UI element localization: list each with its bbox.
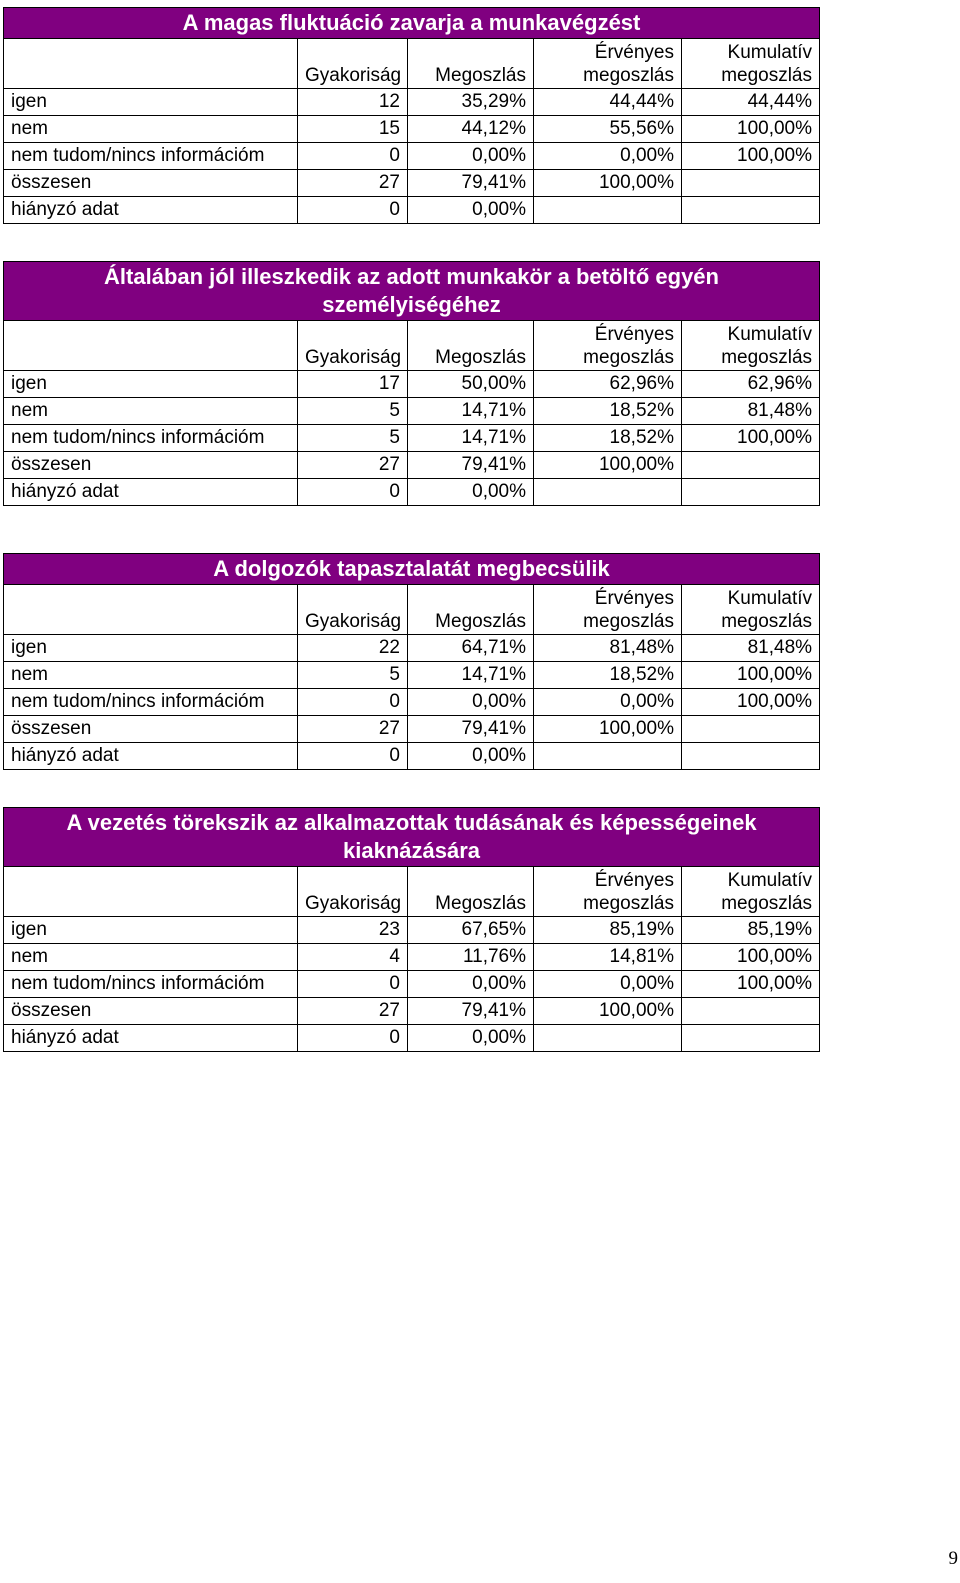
header-cumulative-distribution	[682, 585, 820, 635]
table-row	[4, 371, 820, 398]
row-label: igen	[4, 89, 298, 116]
cell-frequency: 5	[298, 662, 408, 689]
cell-cumulative-distribution: 100,00%	[682, 425, 820, 452]
row-label: nem	[4, 116, 298, 143]
cell-frequency: 17	[298, 371, 408, 398]
header-valid-distribution	[534, 321, 682, 371]
header-cumulative-line1: Kumulatív	[727, 42, 813, 63]
table-header-row	[4, 867, 820, 917]
row-label: nem	[4, 398, 298, 425]
table-header-row	[4, 39, 820, 89]
cell-frequency: 5	[298, 398, 408, 425]
cell-distribution: 44,12%	[408, 116, 534, 143]
table-row	[4, 452, 820, 479]
cell-frequency: 15	[298, 116, 408, 143]
cell-cumulative-distribution	[682, 452, 820, 479]
row-label: nem tudom/nincs információm	[4, 971, 298, 998]
header-frequency	[298, 321, 408, 371]
cell-frequency: 27	[298, 170, 408, 197]
header-valid-line2: megoszlás	[583, 893, 674, 914]
table-row	[4, 998, 820, 1025]
cell-valid-distribution: 100,00%	[534, 998, 682, 1025]
cell-valid-distribution: 18,52%	[534, 398, 682, 425]
table-row	[4, 425, 820, 452]
header-frequency-label: Gyakoriság	[305, 347, 402, 368]
cell-distribution: 67,65%	[408, 917, 534, 944]
cell-cumulative-distribution: 100,00%	[682, 971, 820, 998]
frequency-table	[3, 261, 820, 506]
table-title-row	[4, 262, 820, 321]
header-distribution-label: Megoszlás	[435, 611, 526, 632]
cell-valid-distribution: 81,48%	[534, 635, 682, 662]
header-cumulative-line1: Kumulatív	[727, 324, 813, 345]
cell-cumulative-distribution	[682, 197, 820, 224]
header-empty-cell	[4, 321, 298, 371]
header-valid-line1: Érvényes	[594, 588, 674, 609]
header-frequency	[298, 867, 408, 917]
cell-cumulative-distribution	[682, 743, 820, 770]
frequency-table	[3, 7, 820, 224]
cell-valid-distribution: 100,00%	[534, 716, 682, 743]
page-number: 9	[948, 1548, 958, 1569]
header-distribution	[408, 39, 534, 89]
cell-valid-distribution: 0,00%	[534, 971, 682, 998]
table-row	[4, 116, 820, 143]
table-row	[4, 662, 820, 689]
header-distribution-label: Megoszlás	[435, 347, 526, 368]
header-frequency-label: Gyakoriság	[305, 65, 402, 86]
cell-cumulative-distribution: 100,00%	[682, 944, 820, 971]
header-cumulative-line2: megoszlás	[721, 611, 813, 632]
header-empty-cell	[4, 585, 298, 635]
header-cumulative-distribution	[682, 321, 820, 371]
header-frequency-label: Gyakoriság	[305, 893, 402, 914]
cell-valid-distribution	[534, 1025, 682, 1052]
table-title-row	[4, 8, 820, 39]
table-row	[4, 398, 820, 425]
cell-distribution: 79,41%	[408, 998, 534, 1025]
header-valid-distribution	[534, 867, 682, 917]
cell-cumulative-distribution	[682, 170, 820, 197]
table-row	[4, 1025, 820, 1052]
row-label: nem tudom/nincs információm	[4, 143, 298, 170]
table-row	[4, 917, 820, 944]
header-empty-cell	[4, 39, 298, 89]
cell-valid-distribution: 100,00%	[534, 170, 682, 197]
table-row	[4, 689, 820, 716]
cell-distribution: 0,00%	[408, 143, 534, 170]
row-label: nem	[4, 662, 298, 689]
row-label: nem tudom/nincs információm	[4, 425, 298, 452]
cell-frequency: 5	[298, 425, 408, 452]
cell-frequency: 27	[298, 452, 408, 479]
table-row	[4, 635, 820, 662]
cell-valid-distribution: 100,00%	[534, 452, 682, 479]
header-valid-line1: Érvényes	[594, 324, 674, 345]
header-empty-cell	[4, 867, 298, 917]
row-label: hiányzó adat	[4, 197, 298, 224]
header-cumulative-distribution	[682, 867, 820, 917]
cell-frequency: 0	[298, 689, 408, 716]
cell-frequency: 0	[298, 1025, 408, 1052]
table-row	[4, 170, 820, 197]
cell-frequency: 0	[298, 143, 408, 170]
row-label: nem tudom/nincs információm	[4, 689, 298, 716]
cell-distribution: 79,41%	[408, 716, 534, 743]
cell-valid-distribution: 62,96%	[534, 371, 682, 398]
table-title: A dolgozók tapasztalatát megbecsülik	[4, 554, 820, 585]
cell-cumulative-distribution	[682, 998, 820, 1025]
cell-distribution: 35,29%	[408, 89, 534, 116]
cell-valid-distribution: 14,81%	[534, 944, 682, 971]
cell-valid-distribution	[534, 197, 682, 224]
cell-distribution: 0,00%	[408, 197, 534, 224]
row-label: összesen	[4, 170, 298, 197]
table-title: A magas fluktuáció zavarja a munkavégzést	[4, 8, 820, 39]
header-valid-line2: megoszlás	[583, 65, 674, 86]
row-label: összesen	[4, 716, 298, 743]
cell-distribution: 14,71%	[408, 662, 534, 689]
cell-valid-distribution: 85,19%	[534, 917, 682, 944]
cell-cumulative-distribution: 100,00%	[682, 662, 820, 689]
cell-cumulative-distribution	[682, 716, 820, 743]
header-valid-distribution	[534, 585, 682, 635]
cell-frequency: 0	[298, 479, 408, 506]
header-distribution	[408, 321, 534, 371]
table-row	[4, 971, 820, 998]
cell-cumulative-distribution: 44,44%	[682, 89, 820, 116]
cell-distribution: 0,00%	[408, 1025, 534, 1052]
frequency-table	[3, 553, 820, 770]
cell-frequency: 27	[298, 998, 408, 1025]
row-label: nem	[4, 944, 298, 971]
cell-frequency: 12	[298, 89, 408, 116]
cell-valid-distribution: 55,56%	[534, 116, 682, 143]
cell-valid-distribution: 18,52%	[534, 662, 682, 689]
cell-frequency: 0	[298, 197, 408, 224]
header-distribution-label: Megoszlás	[435, 65, 526, 86]
cell-frequency: 4	[298, 944, 408, 971]
header-cumulative-distribution	[682, 39, 820, 89]
row-label: igen	[4, 635, 298, 662]
header-frequency	[298, 39, 408, 89]
header-frequency-label: Gyakoriság	[305, 611, 402, 632]
cell-valid-distribution	[534, 479, 682, 506]
table-row	[4, 716, 820, 743]
row-label: igen	[4, 917, 298, 944]
cell-cumulative-distribution: 100,00%	[682, 143, 820, 170]
cell-distribution: 64,71%	[408, 635, 534, 662]
header-valid-line1: Érvényes	[594, 42, 674, 63]
header-valid-distribution	[534, 39, 682, 89]
cell-valid-distribution: 44,44%	[534, 89, 682, 116]
cell-distribution: 79,41%	[408, 170, 534, 197]
table-header-row	[4, 585, 820, 635]
row-label: igen	[4, 371, 298, 398]
header-valid-line1: Érvényes	[594, 870, 674, 891]
cell-valid-distribution: 18,52%	[534, 425, 682, 452]
cell-cumulative-distribution: 81,48%	[682, 635, 820, 662]
header-cumulative-line2: megoszlás	[721, 347, 813, 368]
header-valid-line2: megoszlás	[583, 347, 674, 368]
table-title-row	[4, 554, 820, 585]
cell-cumulative-distribution	[682, 479, 820, 506]
table-title: A vezetés törekszik az alkalmazottak tudásának és képességeinek kiaknázására	[4, 808, 820, 867]
cell-frequency: 27	[298, 716, 408, 743]
table-row	[4, 743, 820, 770]
cell-distribution: 0,00%	[408, 743, 534, 770]
row-label: hiányzó adat	[4, 1025, 298, 1052]
cell-distribution: 11,76%	[408, 944, 534, 971]
cell-cumulative-distribution: 62,96%	[682, 371, 820, 398]
row-label: összesen	[4, 452, 298, 479]
table-row	[4, 479, 820, 506]
cell-cumulative-distribution: 100,00%	[682, 116, 820, 143]
row-label: összesen	[4, 998, 298, 1025]
header-distribution-label: Megoszlás	[435, 893, 526, 914]
table-row	[4, 944, 820, 971]
cell-cumulative-distribution: 81,48%	[682, 398, 820, 425]
cell-distribution: 50,00%	[408, 371, 534, 398]
cell-frequency: 0	[298, 971, 408, 998]
row-label: hiányzó adat	[4, 743, 298, 770]
table-row	[4, 89, 820, 116]
cell-distribution: 0,00%	[408, 971, 534, 998]
cell-distribution: 14,71%	[408, 425, 534, 452]
table-title-row	[4, 808, 820, 867]
table-row	[4, 143, 820, 170]
cell-frequency: 23	[298, 917, 408, 944]
cell-distribution: 79,41%	[408, 452, 534, 479]
header-cumulative-line1: Kumulatív	[727, 588, 813, 609]
table-row	[4, 197, 820, 224]
header-cumulative-line1: Kumulatív	[727, 870, 813, 891]
table-title: Általában jól illeszkedik az adott munkakör a betöltő egyén személyiségéhez	[4, 262, 820, 321]
cell-frequency: 22	[298, 635, 408, 662]
cell-frequency: 0	[298, 743, 408, 770]
header-valid-line2: megoszlás	[583, 611, 674, 632]
header-cumulative-line2: megoszlás	[721, 65, 813, 86]
cell-cumulative-distribution: 85,19%	[682, 917, 820, 944]
table-header-row	[4, 321, 820, 371]
header-frequency	[298, 585, 408, 635]
cell-distribution: 0,00%	[408, 479, 534, 506]
cell-cumulative-distribution: 100,00%	[682, 689, 820, 716]
cell-cumulative-distribution	[682, 1025, 820, 1052]
header-cumulative-line2: megoszlás	[721, 893, 813, 914]
header-distribution	[408, 585, 534, 635]
row-label: hiányzó adat	[4, 479, 298, 506]
cell-distribution: 14,71%	[408, 398, 534, 425]
cell-valid-distribution	[534, 743, 682, 770]
cell-distribution: 0,00%	[408, 689, 534, 716]
frequency-table	[3, 807, 820, 1052]
header-distribution	[408, 867, 534, 917]
cell-valid-distribution: 0,00%	[534, 143, 682, 170]
cell-valid-distribution: 0,00%	[534, 689, 682, 716]
